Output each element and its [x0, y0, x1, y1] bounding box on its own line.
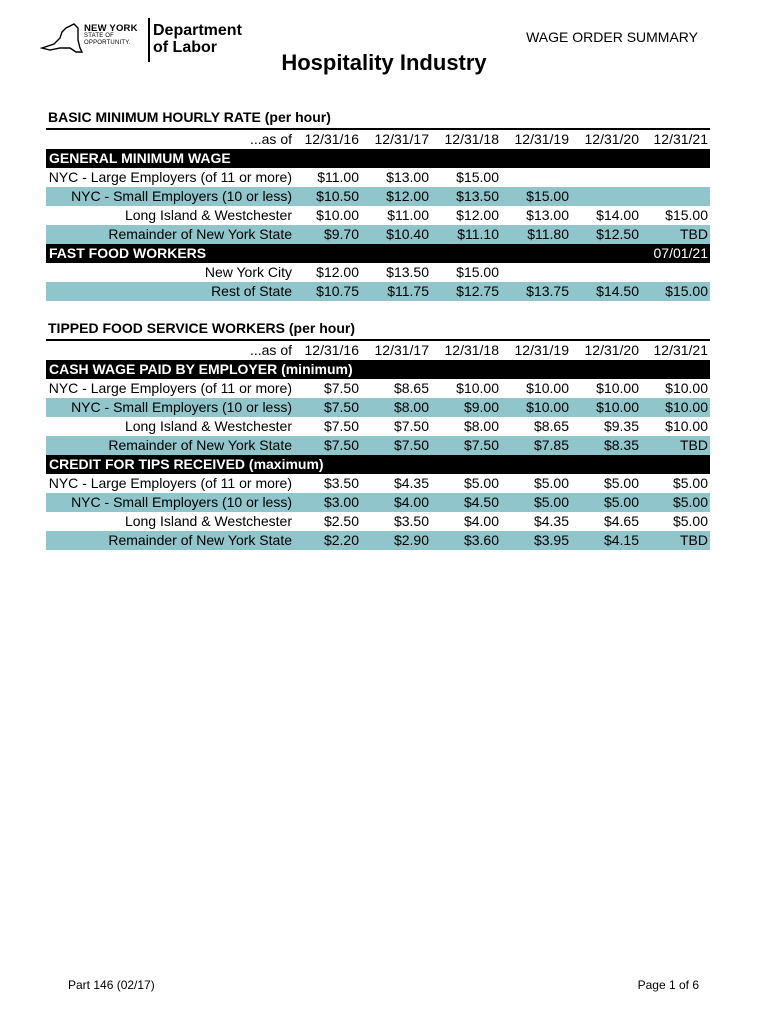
rate-cell: $3.95: [501, 531, 571, 550]
rate-cell: $13.50: [431, 187, 501, 206]
date-column-header: 12/31/18: [431, 129, 501, 149]
rate-cell: $2.20: [296, 531, 361, 550]
table-row: [46, 187, 710, 206]
rate-cell: $9.00: [431, 398, 501, 417]
rate-cell: $10.00: [316, 207, 359, 223]
rate-cell: $4.50: [431, 493, 501, 512]
as-of-header-row: [46, 340, 710, 360]
rate-cell: $5.00: [533, 475, 569, 491]
rate-cell: $2.90: [361, 531, 431, 550]
table-row: [46, 225, 710, 244]
rate-cell: $13.75: [501, 282, 571, 301]
rate-cell: $7.50: [323, 380, 359, 396]
rate-cell: $14.50: [571, 282, 641, 301]
tipped-wage-table: [46, 339, 710, 550]
logo-state-line1: NEW YORK: [84, 23, 138, 34]
rate-cell: $4.65: [603, 513, 639, 529]
date-column-header: 12/31/16: [296, 340, 361, 360]
basic-wage-table: [46, 128, 710, 301]
section-band-row: [46, 244, 710, 263]
rate-cell: $13.50: [386, 264, 429, 280]
date-column-header: 12/31/20: [571, 340, 641, 360]
rate-cell: $10.00: [526, 380, 569, 396]
rate-cell: [501, 168, 571, 187]
rate-cell: $10.40: [361, 225, 431, 244]
rate-cell: $10.50: [296, 187, 361, 206]
rate-cell: $5.00: [463, 475, 499, 491]
rate-cell: $4.00: [361, 493, 431, 512]
table-row: [46, 531, 710, 550]
band-label: CREDIT FOR TIPS RECEIVED (maximum): [46, 455, 710, 474]
rate-cell: $9.35: [603, 418, 639, 434]
rate-cell: [501, 263, 571, 282]
row-label: NYC - Small Employers (10 or less): [46, 187, 296, 206]
row-label: Long Island & Westchester: [124, 513, 292, 529]
rate-cell: $15.00: [501, 187, 571, 206]
band-label: FAST FOOD WORKERS: [46, 244, 641, 263]
row-label: NYC - Small Employers (10 or less): [46, 493, 296, 512]
date-column-header: 12/31/21: [641, 340, 710, 360]
rate-cell: $8.65: [393, 380, 429, 396]
rate-cell: [571, 168, 641, 187]
date-column-header: 12/31/16: [296, 129, 361, 149]
rate-cell: $13.00: [386, 169, 429, 185]
rate-cell: $7.50: [361, 436, 431, 455]
rate-cell: $7.50: [431, 436, 501, 455]
rate-cell: TBD: [641, 531, 710, 550]
logo-state-text: [84, 25, 138, 47]
date-column-header: 12/31/17: [361, 340, 431, 360]
rate-cell: TBD: [641, 436, 710, 455]
rate-cell: $7.50: [296, 398, 361, 417]
rate-cell: $8.00: [463, 418, 499, 434]
as-of-header-row: [46, 129, 710, 149]
band-date: 07/01/21: [641, 244, 710, 263]
date-column-header: 12/31/19: [501, 129, 571, 149]
rate-cell: $11.75: [361, 282, 431, 301]
logo-state-line3: OPPORTUNITY.: [84, 40, 131, 46]
row-label: New York City: [204, 264, 292, 280]
footer-page-label: Page 1 of 6: [637, 978, 699, 992]
rate-cell: $12.00: [316, 264, 359, 280]
section-band-row: [46, 149, 710, 168]
rate-cell: $14.00: [596, 207, 639, 223]
row-label: Remainder of New York State: [46, 225, 296, 244]
row-label: NYC - Large Employers (of 11 or more): [48, 475, 292, 491]
as-of-label: ...as of: [46, 340, 296, 360]
rate-cell: $5.00: [641, 493, 710, 512]
rate-cell: $10.00: [665, 418, 708, 434]
rate-cell: $10.00: [665, 380, 708, 396]
rate-cell: $15.00: [665, 207, 708, 223]
rate-cell: $12.00: [456, 207, 499, 223]
rate-cell: TBD: [641, 225, 710, 244]
logo-dept-line2: of Labor: [153, 39, 217, 56]
rate-cell: $10.00: [571, 398, 641, 417]
rate-cell: $8.35: [571, 436, 641, 455]
rate-cell: $5.00: [501, 493, 571, 512]
rate-cell: $11.00: [317, 169, 359, 185]
rate-cell: $4.35: [533, 513, 569, 529]
date-column-header: 12/31/21: [641, 129, 710, 149]
rate-cell: $8.65: [533, 418, 569, 434]
rate-cell: $10.00: [596, 380, 639, 396]
rate-cell: $12.75: [431, 282, 501, 301]
as-of-label: ...as of: [46, 129, 296, 149]
row-label: Long Island & Westchester: [124, 207, 292, 223]
rate-cell: $11.00: [387, 207, 429, 223]
band-label: CASH WAGE PAID BY EMPLOYER (minimum): [46, 360, 710, 379]
row-label: NYC - Large Employers (of 11 or more): [48, 380, 292, 396]
rate-cell: [641, 187, 710, 206]
section-band-row: [46, 455, 710, 474]
rate-cell: $12.00: [361, 187, 431, 206]
rate-cell: $10.00: [641, 398, 710, 417]
row-label: Remainder of New York State: [46, 531, 296, 550]
rate-cell: $9.70: [296, 225, 361, 244]
page-title: Hospitality Industry: [281, 50, 487, 75]
date-column-header: 12/31/19: [501, 340, 571, 360]
rate-cell: $15.00: [641, 282, 710, 301]
date-column-header: 12/31/17: [361, 129, 431, 149]
row-label: Rest of State: [46, 282, 296, 301]
rate-cell: $3.50: [393, 513, 429, 529]
rate-cell: $4.35: [393, 475, 429, 491]
row-label: NYC - Large Employers (of 11 or more): [48, 169, 292, 185]
table-row: [46, 263, 710, 282]
rate-cell: $12.50: [571, 225, 641, 244]
table-row: [46, 436, 710, 455]
band-label: GENERAL MINIMUM WAGE: [46, 149, 710, 168]
logo-state-line2: STATE OF: [84, 33, 115, 39]
table-row: [46, 398, 710, 417]
rate-cell: $11.80: [501, 225, 571, 244]
rate-cell: [571, 263, 641, 282]
rate-cell: $3.60: [431, 531, 501, 550]
section-band-row: [46, 360, 710, 379]
rate-cell: $4.15: [571, 531, 641, 550]
table-row: [46, 417, 710, 436]
date-column-header: 12/31/18: [431, 340, 501, 360]
date-column-header: 12/31/20: [571, 129, 641, 149]
rate-cell: $5.00: [672, 513, 708, 529]
rate-cell: $3.50: [323, 475, 359, 491]
rate-cell: $7.85: [501, 436, 571, 455]
row-label: Long Island & Westchester: [124, 418, 292, 434]
rate-cell: $5.00: [571, 493, 641, 512]
logo-dept-line1: Department: [153, 22, 242, 39]
rate-cell: $10.00: [456, 380, 499, 396]
rate-cell: [641, 263, 710, 282]
rate-cell: [571, 187, 641, 206]
rate-cell: $11.10: [431, 225, 501, 244]
table-row: [46, 168, 710, 187]
rate-cell: $15.00: [456, 264, 499, 280]
row-label: Remainder of New York State: [46, 436, 296, 455]
rate-cell: $10.75: [296, 282, 361, 301]
doc-type-label: WAGE ORDER SUMMARY: [526, 29, 698, 45]
table-row: [46, 493, 710, 512]
rate-cell: [641, 168, 710, 187]
rate-cell: $4.00: [463, 513, 499, 529]
rate-cell: $15.00: [456, 169, 499, 185]
table-row: [46, 512, 710, 531]
table-row: [46, 282, 710, 301]
table-row: [46, 474, 710, 493]
rate-cell: $7.50: [296, 436, 361, 455]
tipped-section-title: TIPPED FOOD SERVICE WORKERS (per hour): [48, 320, 355, 336]
rate-cell: $2.50: [323, 513, 359, 529]
row-label: NYC - Small Employers (10 or less): [46, 398, 296, 417]
rate-cell: $10.00: [501, 398, 571, 417]
rate-cell: $7.50: [393, 418, 429, 434]
rate-cell: $5.00: [603, 475, 639, 491]
rate-cell: $8.00: [361, 398, 431, 417]
rate-cell: $13.00: [526, 207, 569, 223]
table-row: [46, 379, 710, 398]
rate-cell: $7.50: [323, 418, 359, 434]
rate-cell: $3.00: [296, 493, 361, 512]
basic-section-title: BASIC MINIMUM HOURLY RATE (per hour): [48, 109, 331, 125]
rate-cell: $5.00: [672, 475, 708, 491]
footer-part-label: Part 146 (02/17): [68, 978, 155, 992]
table-row: [46, 206, 710, 225]
